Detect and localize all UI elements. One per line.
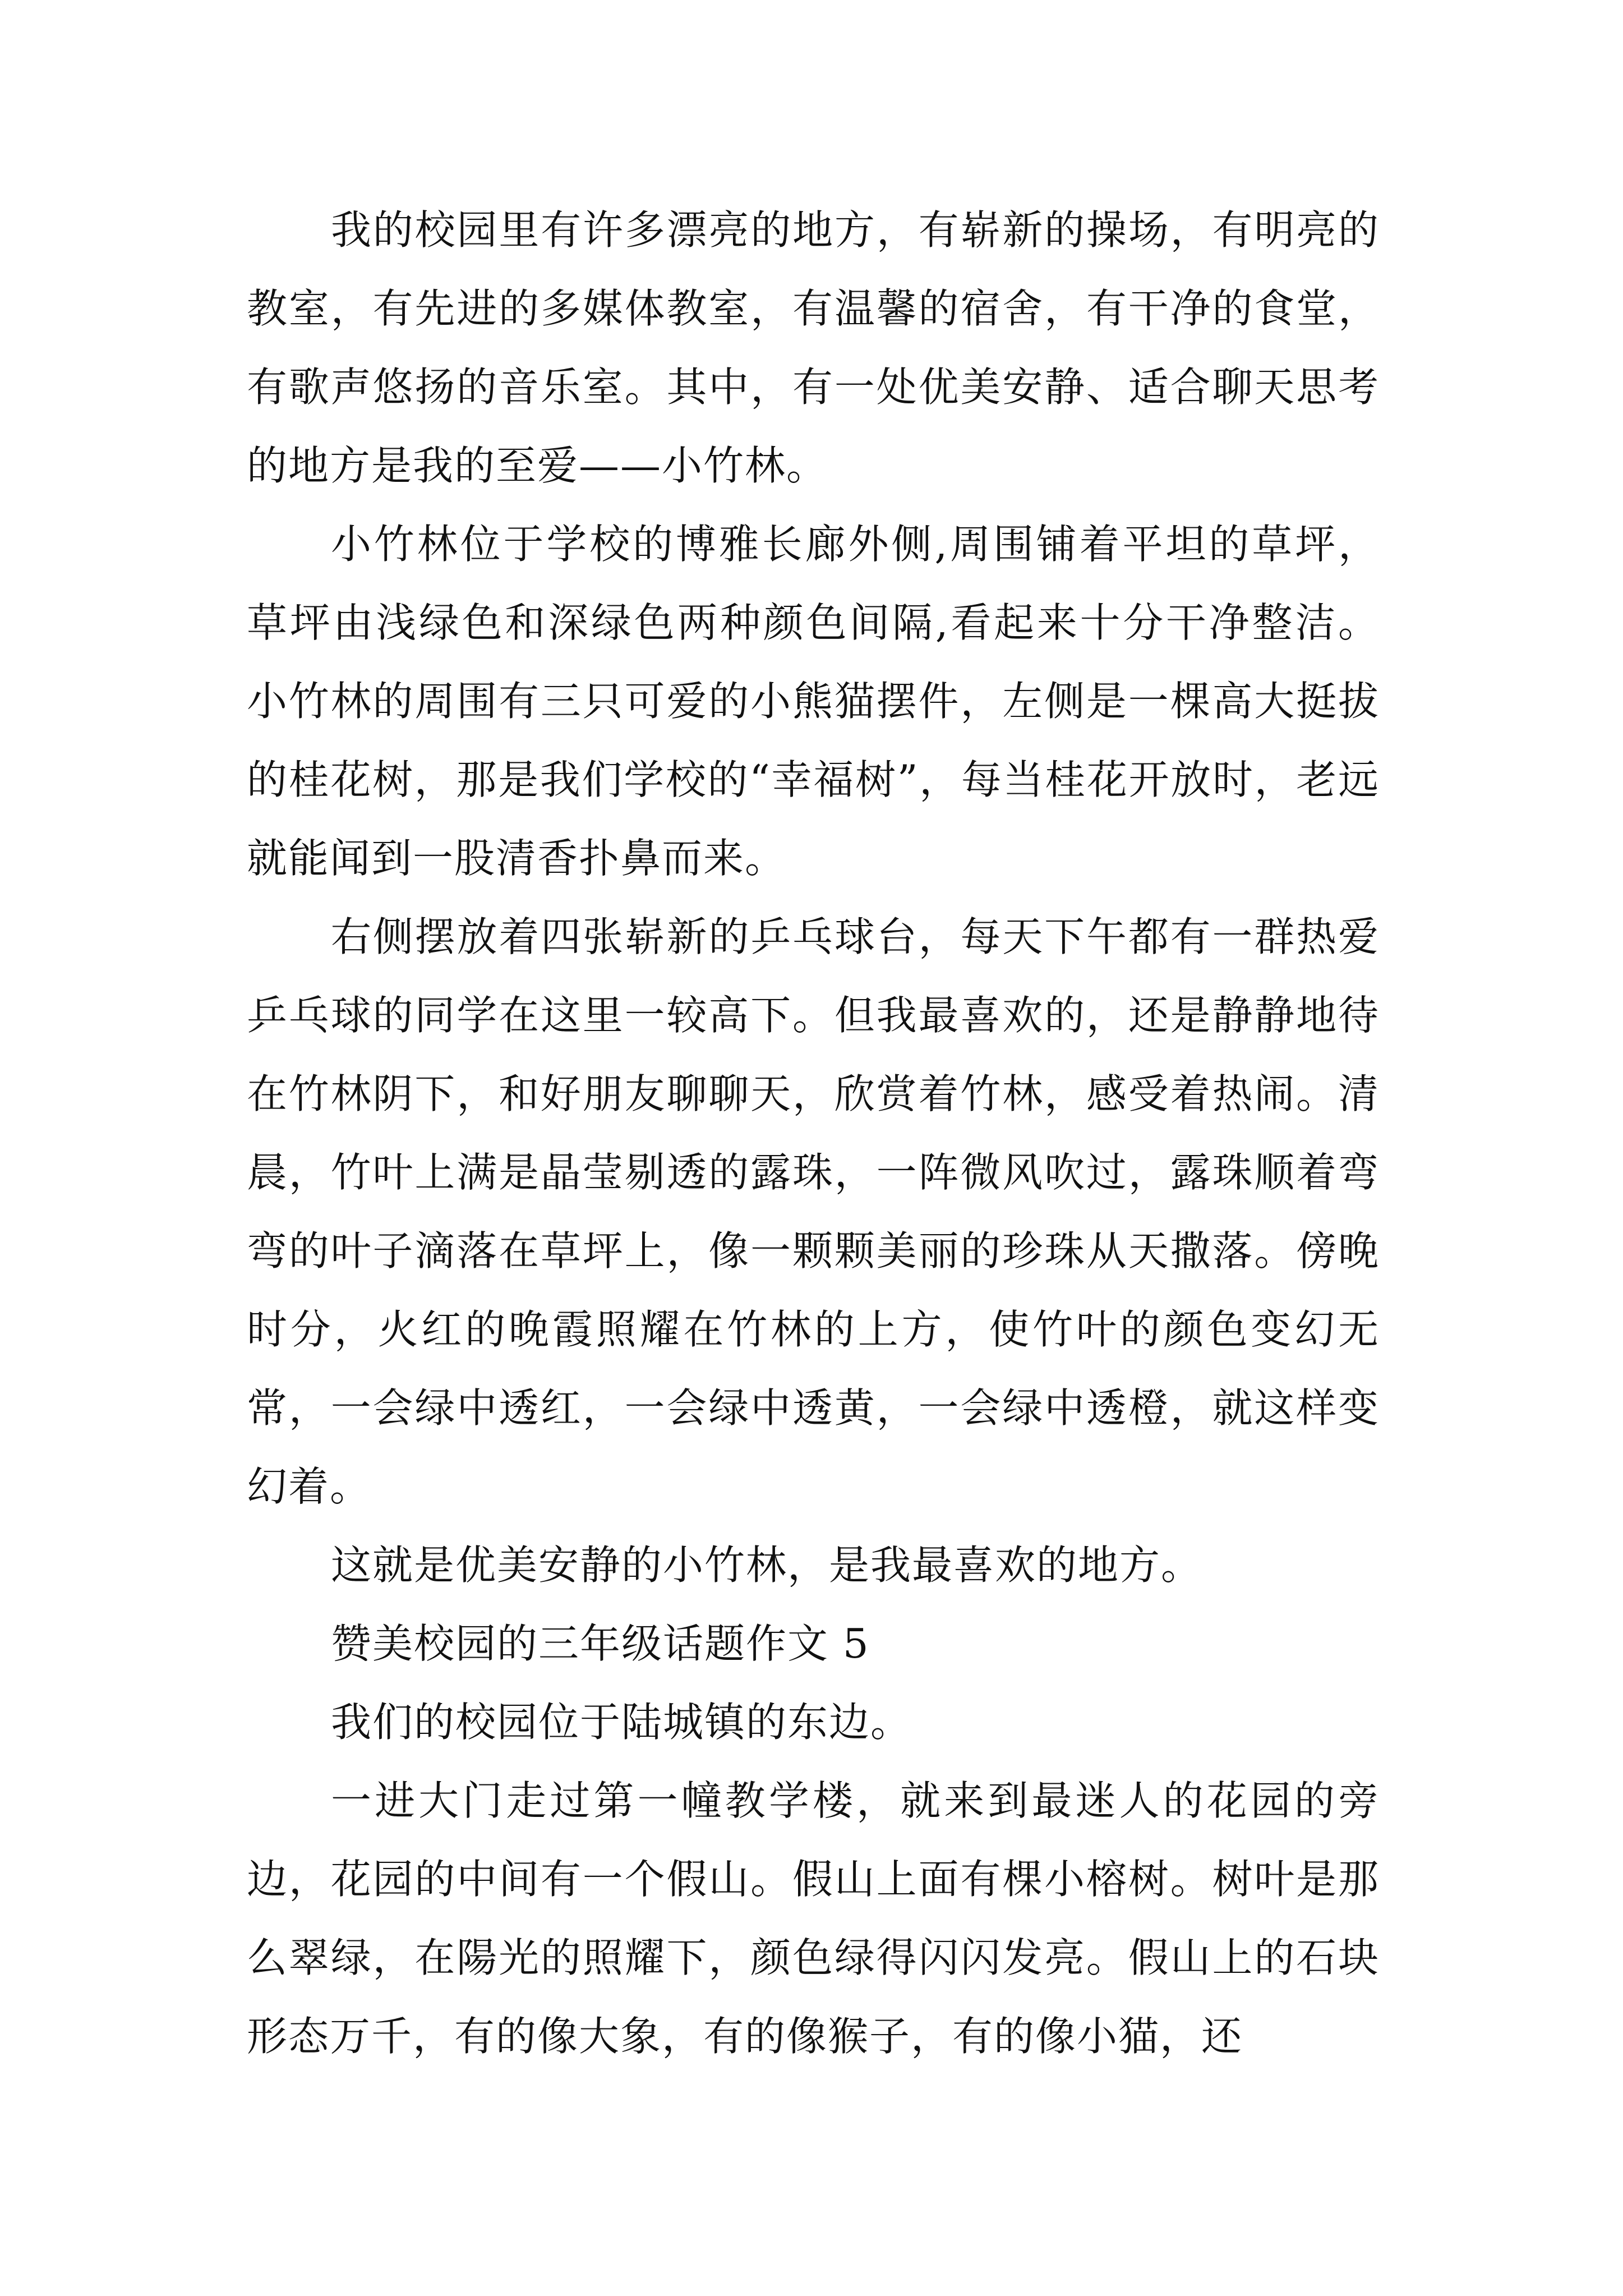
paragraph-bamboo-location: 小竹林位于学校的博雅长廊外侧,周围铺着平坦的草坪，草坪由浅绿色和深绿色两种颜色间隔,看起来十分干净整洁。小竹林的周围有三只可爱的小熊猫摆件，左侧是一棵高大挺拔的桂花树，那是我们学校的“幸福树”，每当桂花开放时，老远就能闻到一股清香扑鼻而来。 xyxy=(247,521,1380,882)
document-body xyxy=(247,191,1380,2076)
paragraph-campus-places: 我的校园里有许多漂亮的地方，有崭新的操场，有明亮的教室，有先进的多媒体教室，有温馨的宿舍，有干净的食堂，有歌声悠扬的音乐室。其中，有一处优美安静、适合聊天思考的地方是我的至爱——小竹林。 xyxy=(247,206,1380,489)
paragraph-garden: 一进大门走过第一幢教学楼，就来到最迷人的花园的旁边，花园的中间有一个假山。假山上面有棵小榕树。树叶是那么翠绿，在陽光的照耀下，颜色绿得闪闪发亮。假山上的石块形态万千，有的像大象，有的像猴子，有的像小猫，还 xyxy=(247,1777,1380,2060)
paragraph-campus-location: 我们的校园位于陆城镇的东边。 xyxy=(331,1699,912,1746)
paragraph-bamboo-scenery: 右侧摆放着四张崭新的乒乓球台，每天下午都有一群热爱乒乓球的同学在这里一较高下。但我最喜欢的，还是静静地待在竹林阴下，和好朋友聊聊天，欣赏着竹林，感受着热闹。清晨，竹叶上满是晶莹剔透的露珠，一阵微风吹过，露珠顺着弯弯的叶子滴落在草坪上，像一颗颗美丽的珍珠从天撒落。傍晚时分，火红的晚霞照耀在竹林的上方，使竹叶的颜色变幻无常，一会绿中透红，一会绿中透黄，一会绿中透橙，就这样变幻着。 xyxy=(247,913,1380,1510)
paragraph-conclusion: 这就是优美安静的小竹林，是我最喜欢的地方。 xyxy=(331,1542,1203,1589)
essay-title: 赞美校园的三年级话题作文 5 xyxy=(331,1620,870,1667)
